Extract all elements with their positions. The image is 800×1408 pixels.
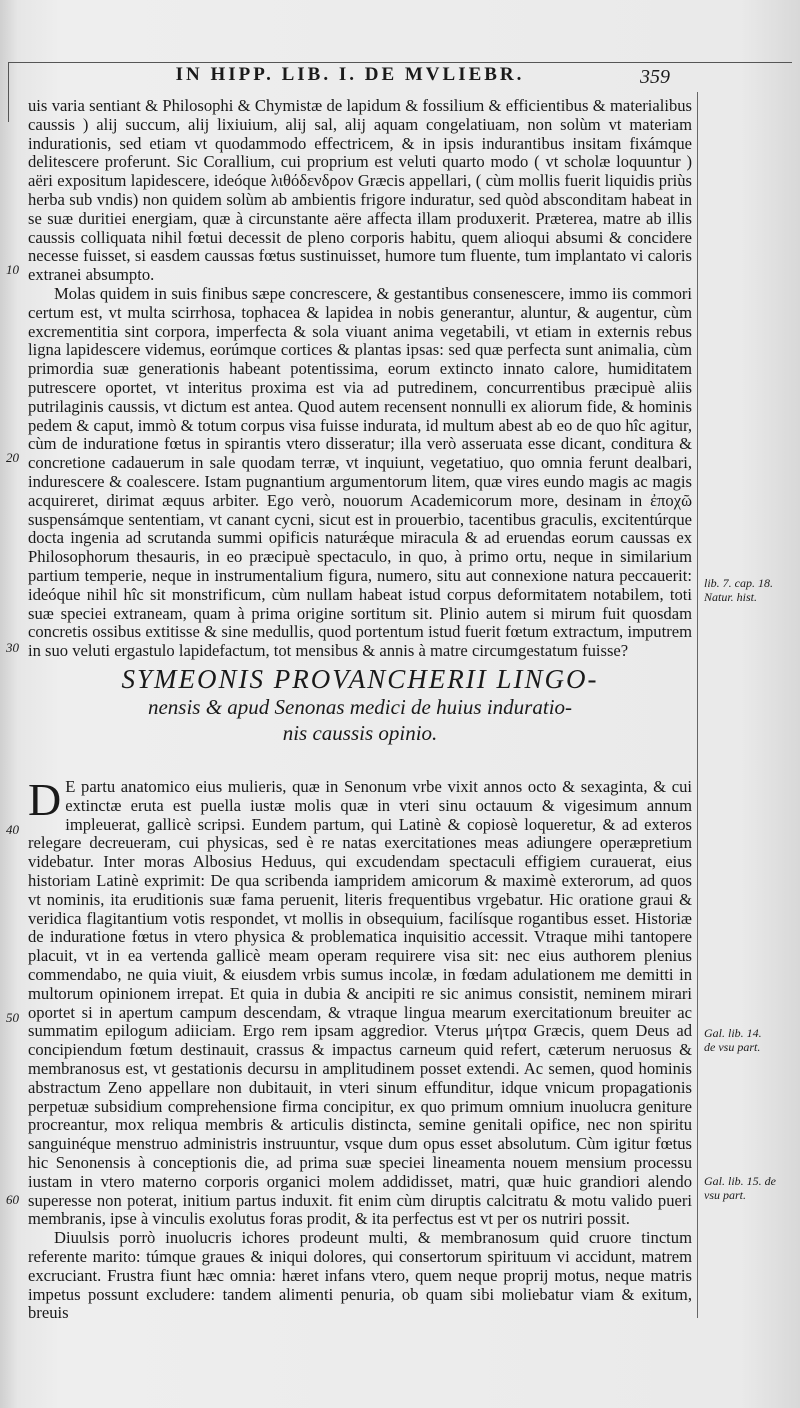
line-number: 20 (6, 450, 19, 465)
paragraph (28, 774, 692, 1229)
margin-note-line: Gal. lib. 14. (704, 1026, 762, 1040)
section-title-line: SYMEONIS PROVANCHERII LINGO- (121, 664, 599, 694)
margin-note (704, 1174, 794, 1202)
margin-note-line: vsu part. (704, 1188, 746, 1202)
top-rule (8, 62, 792, 63)
margin-note-line: Natur. hist. (704, 590, 758, 604)
line-number: 40 (6, 822, 19, 837)
paragraph-text: E partu anatomico eius mulieris, quæ in Senonum vrbe vixit annos octo & sexaginta, & cui extinctæ eruta est puella iustæ molis quæ in vteri sinu octauum & vigesimum annum impleuerat, gallicè scripsi. Eundem partum, qui Latinè & copiosè loqueretur, & ad exteros relegare decreueram, cui physicas, sed è re natas exercitationes meas adiungere operæpretium videbatur. Inter moras Albosius Heduus, qui excudendam spectaculi effigiem curauerat, eius historiam Latinè exprimit: De qua scribenda iampridem amicorum & maximè exterorum, ad quos vt nominis, ita eruditionis suæ fama peruenit, literis frequentibus vrgebatur. Hic oratione graui & veridica flagitantium votis respondet, vt mollis in obsequium, facilísque rogantibus esset. Historiæ de induratione fœtus in vtero physica & problematica inquisitio accessit. Vtraque mihi tantopere placuit, vt in ea vertenda gallicè meam operam requirere visa sit: nec eius authorem plenius commendabo, ne quia viuit, & eiusdem vrbis sumus incolæ, in fœdam adulationem me demitti in multorum opinionem irrepat. Et quia in dubia & ancipiti re sic animus consistit, neminem mirari oportet si in apertum campum descendam, & vtraque lingua mearum exercitationum breuiter ac summatim epilogum adiiciam. Ergo rem ipsam aggredior. Vterus μήτρα Græcis, quem Deus ad concipiendum fœtum destinauit, crassus & impactus carneum quid refert, cæterum neruosus & membranosus est, vt gestationis decursu in amplitudinem posset extendi. Ac semen, quod hominis abstractum Zeno appellare non dubitauit, in vteri sinum effunditur, idque vnicum propagationis perpetuæ subsidium comprehensione firma concipitur, ex quo primum omnium inuolucra geniture procreantur, mox reliqua membris & articulis distincta, semine genitali opifice, nec non spiritu sanguinéque menstruo administris instruuntur, vsque dum opus esset absolutum. Cùm igitur fœtus hic Senonensis à conceptionis die, ad prima suæ speciei lineamenta nouem mensium processu iustam in vtero materno corporis organici molem addidisset, matri, quæ huic grandiori alendo superesse non poterat, initium partus induxit. fit enim cùm diruptis calcitratu & motu valido pueri membranis, ipse à vinculis exolutus foras prodit, & ita perfectus est vt per os nutriri possit. (28, 777, 692, 1229)
line-number: 60 (6, 1192, 19, 1207)
drop-cap: D (28, 774, 62, 825)
line-number: 10 (6, 262, 19, 277)
section-title (30, 664, 690, 746)
text-block-upper (28, 97, 692, 661)
paragraph: uis varia sentiant & Philosophi & Chymistæ de lapidum & fossilium & efficientibus & materialibus caussis ) alij succum, alij lixiuium, alij sal, alij aquam congelatiuam, non solùm vt materiam indurationis, sed etiam vt quodammodo effectricem, & in ipsis indurantibus insitam fixámque delitescere proferunt. Sic Corallium, cui proprium est veluti quarto modo ( vt scholæ loquuntur ) aëri expositum lapidescere, ideóque λιθόδενδρον Græcis appellari, ( cùm mollis fuerit liquidis priùs herba sub vndis) non quidem solùm ab ambientis frigore induratur, sed quòd absconditam habeat in se suæ duritiei energiam, quæ à circunstante aëre affecta illam produxerit. Præterea, matre ab illis caussis colliquata nihil fœtui decessit de pleno corporis habitu, quem alioqui absumi & concidere necesse fuisset, si easdem caussas fœtus sustinuisset, humore tum fluente, tum implantato vi caloris extranei absumpto. (28, 96, 692, 285)
margin-rule (697, 92, 698, 1318)
page-number: 359 (640, 66, 670, 88)
margin-note (704, 1026, 794, 1054)
margin-note-line: lib. 7. cap. 18. (704, 576, 773, 590)
paragraph: Molas quidem in suis finibus sæpe concrescere, & gestantibus consenescere, immo iis commori certum est, vt multa scirrhosa, tophacea & lapidea in nobis generantur, aluntur, & augentur, cùm excrementitia sint corpora, imperfecta & sola viuant anima vegetabili, vt etiam in externis rebus ligna lapidescere videmus, eorúmque cortices & plantas ipsas: sed quæ perfecta sunt animalia, cùm primordia suæ generationis habeant potentissima, eorum extincto innato calore, humiditatem putrescere oportet, vt interitus proxima est via ad putredinem, concurrentibus præcipuè aliis putrilaginis caussis, vt dictum est antea. Quod autem recensent nonnulli ex aliorum fide, & hominis pedem & caput, immò & totum corpus visa fuisse indurata, id multum abest ab eo de quo hîc agitur, cùm de induratione fœtus in spirantis vtero disseratur; illa verò asseruata esse dicant, conditura & concretione cadauerum in sale quodam terræ, vt inquiunt, vegetatiuo, quo omnia ferunt dealbari, indurescere & coalescere. Istam pugnantium argumentorum litem, quæ vires eundo magis ac magis acquireret, dirimat æquus arbiter. Ego verò, nouorum Academicorum more, desinam in ἐποχῶ suspensámque sententiam, vt canant cycni, sicut est in prouerbio, tacentibus graculis, excitentúrque docta ingenia ad scrutanda summi opificis naturǽque miracula & ad eruendas eorum caussas ex Philosophorum thesauris, in eo præcipuè spectaculo, in quo, à primo ortu, neque in similarium partium temperie, neque in instrumentalium figura, numero, situ aut connexione natura peccauerit: ideóque nihil hîc sit monstrificum, cùm nullam habeat istud corpus deformitatem notabilem, toti suæ speciei extraneam, quam à prima origine sortitum sit. Plinio autem si mirum fuit quosdam concretis ossibus extitisse & sine medullis, quod portentum istud fuerit fœtum extractum, imputrem in suo veluti ergastulo lapidefactum, tot mensibus & annis à matre circumgestatum fuisse? (28, 283, 692, 661)
running-head: IN HIPP. LIB. I. DE MVLIEBR. (175, 64, 525, 85)
section-title-line: nensis & apud Senonas medici de huius induratio- (147, 695, 573, 719)
line-number: 50 (6, 1010, 19, 1025)
margin-note-line: de vsu part. (704, 1040, 761, 1054)
margin-note (704, 576, 794, 604)
line-number: 30 (6, 640, 19, 655)
left-rule (8, 62, 9, 122)
text-block-lower (28, 774, 692, 1323)
margin-note-line: Gal. lib. 15. de (704, 1174, 776, 1188)
paragraph: Diuulsis porrò inuolucris ichores prodeunt multi, & membranosum quid cruore tinctum referente marito: túmque graues & iniqui dolores, qui consertorum spirituum vi accidunt, matrem excruciant. Frustra fiunt hæc omnia: hæret infans vtero, quem neque proprij motus, neque matris impetus possunt excludere: tandem alimenti penuria, ob quam sibi moliebatur viam & exitum, breuis (28, 1228, 692, 1323)
section-title-line: nis caussis opinio. (282, 721, 438, 745)
